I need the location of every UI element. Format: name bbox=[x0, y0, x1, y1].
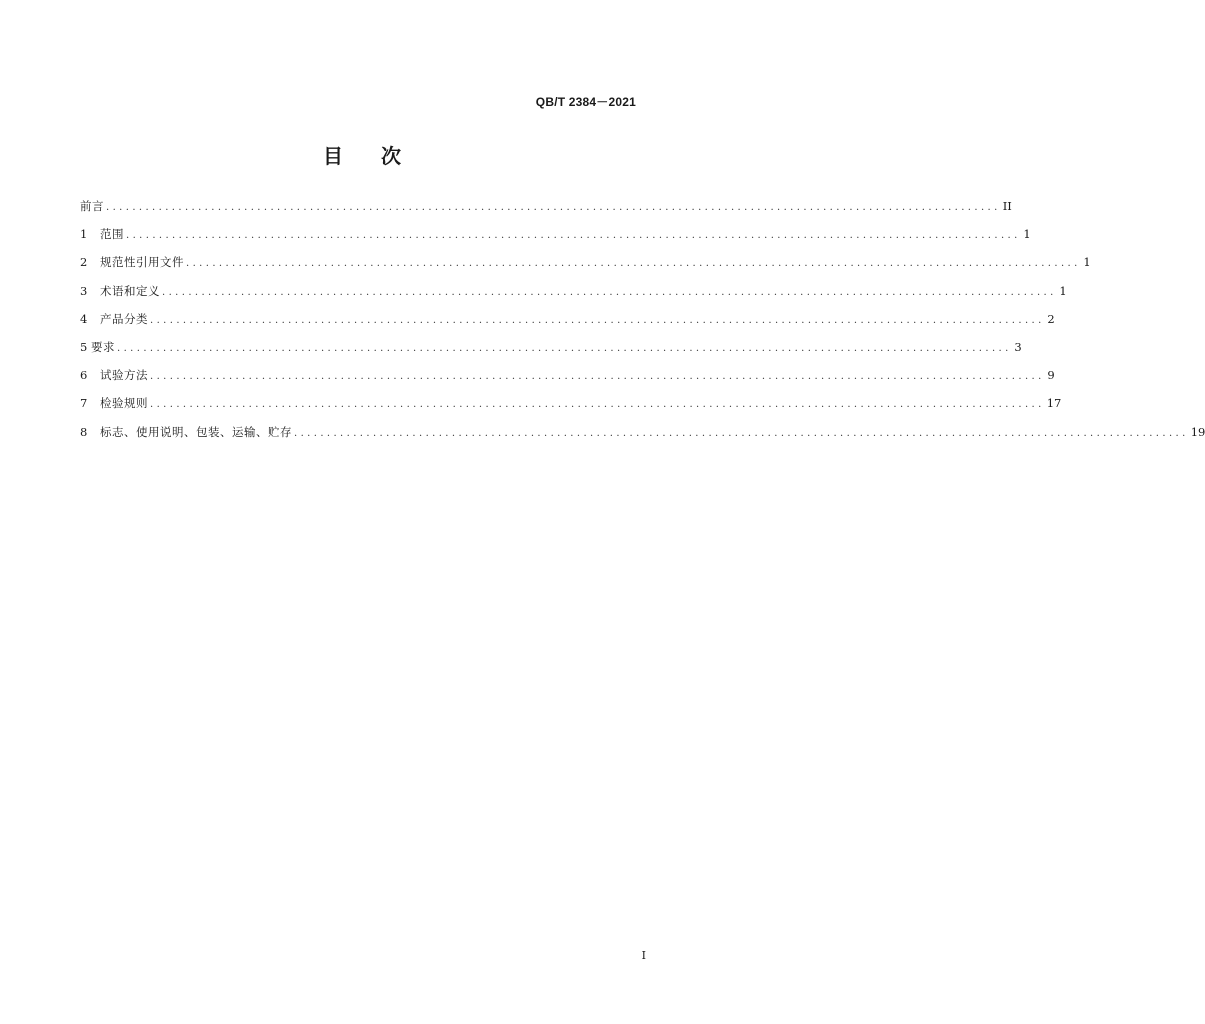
toc-leader-dots: ........................................................................................................................................ bbox=[186, 258, 1081, 270]
toc-entry-page: 19 bbox=[1190, 424, 1205, 439]
toc-entry-page: 1 bbox=[1059, 283, 1067, 298]
toc-entry-number: 2 bbox=[80, 255, 88, 270]
toc-title-char-1: 目 bbox=[323, 144, 343, 168]
toc-title bbox=[0, 140, 724, 169]
toc-leader-dots: ........................................................................................................................................ bbox=[150, 399, 1045, 411]
toc-entry-label: 试验方法 bbox=[100, 368, 148, 383]
toc-leader-dots: ........................................................................................................................................ bbox=[162, 286, 1057, 298]
toc-entry-marking-packaging[interactable] bbox=[80, 422, 1205, 450]
toc-entry-inspection-rules[interactable] bbox=[80, 393, 1062, 421]
page-number: I bbox=[641, 949, 646, 962]
toc-leader-dots: ........................................................................................................................................ bbox=[106, 202, 1001, 213]
toc-entry-page: 2 bbox=[1047, 311, 1055, 326]
toc-entry-label: 规范性引用文件 bbox=[100, 255, 184, 270]
toc-leader-dots: ........................................................................................................................................ bbox=[150, 371, 1045, 383]
toc-entry-foreword[interactable] bbox=[80, 196, 1012, 224]
toc-entry-page: 1 bbox=[1083, 255, 1091, 270]
toc-leader-dots: ........................................................................................................................................ bbox=[294, 427, 1189, 439]
toc-leader-dots: ........................................................................................................................................ bbox=[150, 314, 1045, 326]
toc-entry-number: 5 bbox=[80, 339, 88, 354]
standard-number: QB/T 2384－2021 bbox=[535, 95, 636, 109]
toc-entry-page: 17 bbox=[1046, 396, 1062, 411]
toc-entry-page: 9 bbox=[1047, 368, 1055, 383]
toc-title-char-2: 次 bbox=[381, 144, 401, 168]
toc-entry-test-methods[interactable] bbox=[80, 365, 1055, 393]
toc-entry-requirements[interactable] bbox=[80, 337, 1022, 365]
toc-leader-dots: ........................................................................................................................................ bbox=[126, 230, 1021, 242]
toc-entry-label: 标志、使用说明、包装、运输、贮存 bbox=[100, 424, 292, 439]
toc-entry-number: 4 bbox=[80, 311, 88, 326]
toc-entry-label: 产品分类 bbox=[100, 311, 148, 326]
toc-entry-scope[interactable] bbox=[80, 224, 1031, 252]
toc-entry-number: 7 bbox=[80, 396, 88, 411]
toc-entry-label: 范围 bbox=[100, 227, 124, 242]
toc-entry-label: 术语和定义 bbox=[100, 283, 160, 298]
toc-entry-number: 6 bbox=[80, 368, 88, 383]
toc-entry-terms-definitions[interactable] bbox=[80, 281, 1067, 309]
toc-entry-classification[interactable] bbox=[80, 309, 1055, 337]
toc-entry-number: 3 bbox=[80, 283, 88, 298]
toc-entry-normative-references[interactable] bbox=[80, 252, 1091, 280]
toc-leader-dots: ........................................................................................................................................ bbox=[117, 342, 1012, 354]
toc-entry-page: 1 bbox=[1023, 227, 1031, 242]
toc-entry-number: 8 bbox=[80, 424, 88, 439]
toc-entry-label: 前言 bbox=[80, 199, 104, 213]
toc-entry-page: 3 bbox=[1014, 339, 1022, 354]
toc-entry-label: 要求 bbox=[91, 339, 115, 354]
toc-entry-label: 检验规则 bbox=[100, 396, 148, 411]
table-of-contents bbox=[80, 196, 1205, 450]
toc-entry-page: II bbox=[1002, 199, 1012, 213]
toc-entry-number: 1 bbox=[80, 227, 88, 242]
